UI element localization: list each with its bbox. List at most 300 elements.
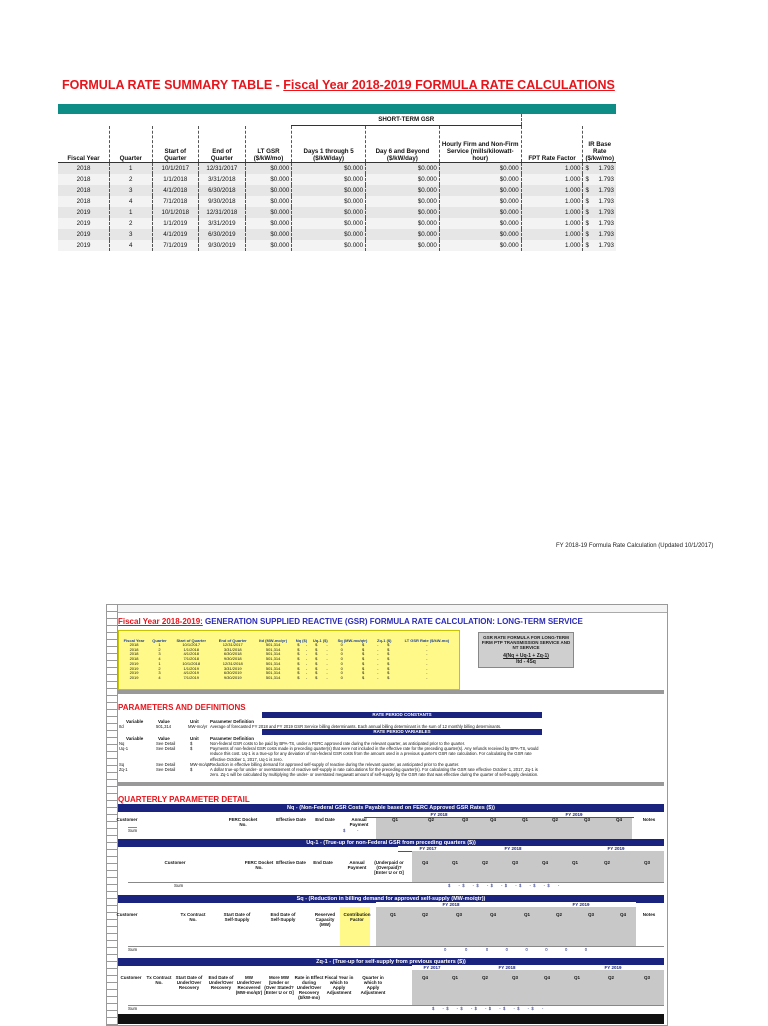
rate-cell[interactable]: -: [326, 660, 328, 666]
rate-col-header: End of Quarter: [218, 638, 247, 643]
variable-cell: reduce this cost. Uq-1 is a true-up for any deviation of non-federal GSR costs from the amount used in a previous quarter's GSR rate calculation. For calculating the GSR rate: [210, 751, 532, 757]
rate-cell[interactable]: -: [377, 674, 379, 680]
rate-cell[interactable]: 3: [158, 670, 161, 676]
formula-numerator: 4(Nq + Uq-1 + Zq-1): [503, 653, 549, 659]
header-bar: [58, 104, 616, 114]
rate-cell[interactable]: 2019: [129, 660, 139, 666]
rate-cell[interactable]: 3: [158, 651, 161, 657]
rate-cell[interactable]: $: [387, 642, 390, 647]
zq-sum: Sum $ - $ - $ - $ - $ - $ - $ - $ -: [128, 1005, 664, 1011]
column-header: Q2: [607, 975, 614, 980]
rate-cell[interactable]: 2018: [129, 656, 139, 662]
table-cell: $0.000: [292, 185, 366, 196]
table-cell: $0.000: [245, 218, 292, 229]
col-header: Fiscal Year: [58, 126, 110, 163]
rate-cell[interactable]: -: [326, 665, 328, 671]
sheet-bottom-bar: [118, 1014, 664, 1024]
column-header: Customer: [116, 912, 138, 917]
rate-cell[interactable]: $: [297, 665, 300, 671]
rate-cell[interactable]: -: [305, 660, 308, 666]
rate-cell[interactable]: $: [387, 674, 390, 680]
rate-cell[interactable]: 0: [340, 665, 343, 671]
column-header: Effective Date: [276, 817, 306, 822]
variable-cell: Uq-1: [119, 746, 129, 752]
rate-cell[interactable]: 4/1/2018: [183, 651, 200, 657]
table-cell: $0.000: [245, 185, 292, 196]
column-header: Effective Date: [276, 860, 306, 865]
table-cell: 4/1/2019: [152, 229, 199, 240]
rate-cell[interactable]: $: [387, 646, 390, 652]
rate-cell[interactable]: 1: [158, 642, 161, 647]
table-cell: 2019: [58, 218, 110, 229]
table-cell: $0.000: [366, 218, 440, 229]
table-cell: $0.000: [245, 163, 292, 175]
column-header: Q3: [587, 912, 594, 917]
col-header: Start of Quarter: [152, 126, 199, 163]
table-row: [58, 185, 616, 196]
rate-cell[interactable]: 0: [340, 651, 343, 657]
rate-cell[interactable]: 501,314: [265, 660, 281, 666]
nq-bar: Nq - (Non-Federal GSR Costs Payable based on FERC Approved GSR Rates ($)): [118, 804, 664, 812]
rate-cell[interactable]: -: [426, 651, 428, 657]
rate-cell[interactable]: -: [377, 642, 379, 647]
column-header: End Date of Self-Supply: [270, 912, 296, 922]
rate-cell[interactable]: -: [426, 656, 428, 662]
column-header: Q1: [451, 975, 458, 980]
column-header: Customer: [116, 817, 138, 822]
column-header: Customer: [120, 975, 142, 980]
rate-cell[interactable]: $: [315, 670, 318, 676]
const-header-unit: Unit: [190, 719, 199, 724]
table-cell: 1.793: [598, 220, 614, 227]
row-gutter: [107, 605, 118, 1025]
variable-cell: Non-federal GSR costs to be paid by BPA-TS, under a FERC approved rate during the relevant quarter, as anticipated prior to the quarter.: [210, 741, 466, 746]
table-cell: $: [585, 176, 589, 183]
variable-cell: $: [190, 746, 193, 752]
table-cell: $0.000: [292, 207, 366, 218]
uq-fy2018: FY 2018: [458, 846, 568, 852]
rate-cell[interactable]: $: [387, 656, 390, 662]
zq-bar: Zq-1 - (True-up for self-supply from previous quarters ($)): [118, 958, 664, 966]
rate-cell[interactable]: $: [297, 660, 300, 666]
table-cell: 1.000: [521, 185, 583, 196]
rate-cell[interactable]: 7/1/2019: [183, 674, 200, 680]
table-cell: 1.793: [598, 209, 614, 216]
rate-cell[interactable]: 501,314: [265, 656, 281, 662]
uq-sum: Sum $ - $ - $ - $ - $ - $ - $ - $ -: [128, 882, 664, 888]
col-header: Hourly Firm and Non-Firm Service (mills/kilowatt-hour): [439, 126, 521, 163]
rate-cell[interactable]: -: [426, 646, 428, 652]
column-header: Q2: [555, 912, 562, 917]
col-header: Day 6 and Beyond ($/kW/day): [366, 126, 440, 163]
table-cell: 2018: [58, 185, 110, 196]
rate-cell[interactable]: 10/1/2017: [182, 642, 201, 647]
column-header: Tx Contract No.: [146, 975, 172, 985]
column-header: Start Date of Self-Supply: [223, 912, 251, 922]
rate-cell[interactable]: 501,314: [265, 651, 281, 657]
rate-cell[interactable]: $: [315, 674, 318, 680]
table-cell: 1.793: [598, 176, 614, 183]
table-cell: $0.000: [439, 174, 521, 185]
rate-cell[interactable]: -: [305, 674, 308, 680]
col-header: Days 1 through 5 ($/kW/day): [292, 126, 366, 163]
sum-label: Sum: [128, 947, 138, 952]
variable-cell: See Detail: [156, 761, 176, 767]
rate-cell[interactable]: -: [426, 670, 428, 676]
variable-cell: $: [190, 741, 193, 746]
short-term-gsr-header: SHORT-TERM GSR: [292, 114, 521, 126]
rate-cell[interactable]: 4: [158, 656, 161, 662]
rate-cell[interactable]: 2018: [129, 642, 139, 647]
uq-grey-area: [412, 851, 664, 883]
rate-period-variables-bar: RATE PERIOD VARIABLES: [262, 729, 542, 735]
var-header-value: Value: [158, 736, 170, 741]
rate-cell[interactable]: 0: [340, 646, 343, 652]
rate-cell[interactable]: 501,314: [265, 670, 281, 676]
table-cell: $0.000: [439, 207, 521, 218]
table-cell: $0.000: [366, 240, 440, 251]
rate-cell[interactable]: -: [426, 660, 428, 666]
table-cell: $0.000: [292, 229, 366, 240]
rate-cell[interactable]: $: [362, 642, 365, 647]
column-header: Q4: [615, 817, 622, 822]
rate-cell[interactable]: $: [297, 651, 300, 657]
rate-cell[interactable]: 3/31/2019: [223, 665, 242, 671]
quarterly-heading: QUARTERLY PARAMETER DETAIL: [118, 795, 250, 804]
rate-cell[interactable]: -: [377, 660, 379, 666]
column-header: End Date: [315, 817, 335, 822]
rate-cell[interactable]: 4: [158, 674, 161, 680]
table-cell: $0.000: [439, 196, 521, 207]
table-cell: 1/1/2019: [152, 218, 199, 229]
rate-cell[interactable]: $: [362, 656, 365, 662]
column-header: Q1: [391, 817, 398, 822]
rate-cell[interactable]: $: [387, 651, 390, 657]
column-header: FERC Docket No.: [244, 860, 274, 870]
rate-cell[interactable]: $: [362, 674, 365, 680]
col-header: IR Base Rate ($/kw/mo): [583, 126, 616, 163]
rate-cell[interactable]: -: [326, 642, 328, 647]
const-unit: MW-mo/yr: [188, 724, 208, 729]
table-cell: $0.000: [439, 240, 521, 251]
column-header: Quarter in which to Apply Adjustment: [360, 975, 386, 995]
table-cell: 1/1/2018: [152, 174, 199, 185]
col-header: Quarter: [110, 126, 153, 163]
column-header: Q1: [451, 860, 458, 865]
table-cell: 2019: [58, 229, 110, 240]
rate-cell[interactable]: -: [305, 656, 308, 662]
table-cell: $0.000: [245, 174, 292, 185]
rate-cell[interactable]: $: [362, 646, 365, 652]
column-header: Annual Payment: [347, 860, 367, 870]
rate-cell[interactable]: -: [305, 670, 308, 676]
table-cell: 1.000: [521, 196, 583, 207]
rate-cell[interactable]: 9/30/2019: [223, 674, 242, 680]
divider: [118, 690, 664, 694]
rate-cell[interactable]: $: [297, 646, 300, 652]
column-header: Q4: [489, 912, 496, 917]
rate-cell[interactable]: 4/1/2019: [183, 670, 200, 676]
table-cell: 4: [110, 240, 153, 251]
variable-cell: Sq: [119, 761, 125, 767]
rate-cell[interactable]: $: [315, 665, 318, 671]
rate-cell[interactable]: 501,314: [265, 665, 281, 671]
column-header: Q3: [461, 817, 468, 822]
table-cell: 2018: [58, 196, 110, 207]
table-row: [58, 240, 616, 251]
rate-cell[interactable]: -: [326, 674, 328, 680]
nq-fy2019: FY 2019: [514, 812, 634, 818]
rate-cell[interactable]: -: [326, 656, 328, 662]
rate-cell[interactable]: $: [362, 670, 365, 676]
rate-cell[interactable]: 2019: [129, 665, 139, 671]
column-header: MW Under/Over Recovered (MW-mo/qtr): [235, 975, 263, 995]
const-header-variable: Variable: [126, 719, 144, 724]
table-cell: 1.000: [521, 174, 583, 185]
rate-cell[interactable]: -: [377, 651, 379, 657]
column-header: Q3: [643, 975, 650, 980]
rate-cell[interactable]: 501,314: [265, 646, 281, 652]
rate-row: [119, 676, 459, 681]
rate-cell[interactable]: $: [387, 665, 390, 671]
rate-cell[interactable]: -: [326, 646, 328, 652]
sq-fy2019: FY 2019: [526, 902, 636, 908]
table-cell: 1.000: [521, 229, 583, 240]
table-cell: $0.000: [366, 207, 440, 218]
const-header-definition: Parameter Definition: [210, 719, 255, 724]
table-cell: 3/31/2019: [199, 218, 246, 229]
table-cell: $0.000: [439, 185, 521, 196]
variable-cell: MW-mo/qtr: [190, 761, 211, 767]
rate-cell[interactable]: 1/1/2019: [183, 665, 200, 671]
column-gutter: [107, 605, 667, 613]
rate-cell[interactable]: -: [426, 665, 428, 671]
table-cell: $0.000: [366, 185, 440, 196]
column-header: Q3: [511, 975, 518, 980]
rate-cell[interactable]: 9/30/2018: [223, 656, 242, 662]
rate-period-constants-bar: RATE PERIOD CONSTANTS: [262, 712, 542, 718]
formula-box: [478, 632, 574, 668]
table-cell: 10/1/2018: [152, 207, 199, 218]
variable-cell: A dollar true-up for under- or overstatement of reactive self-supply in rate calculations for the preceding quarter(s). For calculating the GSR rate effective October 1, 2017, Zq-1 is: [210, 767, 538, 772]
table-cell: $0.000: [292, 163, 366, 175]
const-variable: Itd: [119, 724, 124, 729]
rate-cell[interactable]: 3/31/2018: [223, 646, 242, 652]
rate-cell[interactable]: -: [377, 665, 379, 671]
rate-cell[interactable]: $: [297, 670, 300, 676]
rate-cell[interactable]: $: [315, 660, 318, 666]
table-cell: $: [585, 209, 589, 216]
column-header: Q4: [541, 860, 548, 865]
rate-cell[interactable]: 10/1/2018: [182, 660, 201, 666]
var-header-unit: Unit: [190, 736, 199, 741]
column-header: Start Date of Under/Over Recovery: [175, 975, 203, 990]
rate-cell[interactable]: -: [377, 646, 379, 652]
rate-cell[interactable]: $: [387, 660, 390, 666]
sq-sum: Sum 0 0 0 0 0 0 0 0: [128, 946, 664, 952]
rate-cell[interactable]: 12/31/2018: [222, 660, 243, 666]
const-definition: Average of forecasted FY 2018 and FY 2019 GSR Service billing determinants. Each annual billing determinant is the sum of 12 monthly billing determinants.: [210, 724, 502, 729]
table-cell: 2018: [58, 163, 110, 175]
table-cell: 2019: [58, 240, 110, 251]
rate-cell[interactable]: $: [315, 642, 318, 647]
table-cell: 3: [110, 229, 153, 240]
column-header: Q4: [489, 817, 496, 822]
variable-cell: zero. Zq-1 will be calculated by multiplying the under- or overstated megawatt amount of self-supply by the GSR rate that was effective during the quarter of self-supply deviation.: [210, 772, 539, 778]
sheet-title-link[interactable]: Fiscal Year 2018-2019:: [118, 617, 203, 626]
column-header: Q4: [421, 860, 428, 865]
rate-cell[interactable]: 501,314: [265, 642, 281, 647]
rate-cell[interactable]: $: [362, 665, 365, 671]
table-cell: $: [585, 198, 589, 205]
nq-fy2018: FY 2018: [364, 812, 514, 818]
column-header: Q2: [551, 817, 558, 822]
column-header: Notes: [642, 912, 656, 917]
column-header: Annual Payment: [349, 817, 369, 827]
divider: [118, 782, 664, 786]
rate-cell[interactable]: 2019: [129, 674, 139, 680]
rate-cell[interactable]: 2018: [129, 651, 139, 657]
title-link[interactable]: Fiscal Year 2018-2019 FORMULA RATE CALCULATIONS: [283, 78, 615, 92]
rate-cell[interactable]: 6/30/2018: [223, 651, 242, 657]
rate-cell[interactable]: 1: [158, 660, 161, 666]
table-cell: 6/30/2018: [199, 185, 246, 196]
rate-cell[interactable]: -: [426, 674, 428, 680]
column-header: Q3: [511, 860, 518, 865]
column-header: Contribution Factor: [343, 912, 371, 922]
table-cell: 2: [110, 174, 153, 185]
rate-cell[interactable]: $: [297, 656, 300, 662]
rate-cell[interactable]: 7/1/2018: [183, 656, 200, 662]
sheet-title-rest: GENERATION SUPPLIED REACTIVE (GSR) FORMULA RATE CALCULATION: LONG-TERM SERVICE: [202, 617, 583, 626]
table-cell: $0.000: [439, 163, 521, 175]
variable-cell: See Detail: [156, 741, 176, 746]
table-row: [58, 163, 616, 175]
rate-cell[interactable]: 501,314: [265, 674, 281, 680]
params-heading: PARAMETERS AND DEFINITIONS: [118, 703, 246, 712]
rate-cell[interactable]: 0: [340, 656, 343, 662]
table-cell: $: [585, 187, 589, 194]
rate-cell[interactable]: $: [315, 646, 318, 652]
table-cell: $0.000: [366, 229, 440, 240]
rate-cell[interactable]: 0: [340, 670, 343, 676]
table-cell: 1.000: [521, 207, 583, 218]
rate-cell[interactable]: -: [377, 670, 379, 676]
rate-cell[interactable]: -: [326, 670, 328, 676]
rate-col-header: Start of Quarter: [176, 638, 206, 643]
table-row: [58, 229, 616, 240]
column-header: Q4: [619, 912, 626, 917]
uq-bar: Uq-1 - (True-up for non-Federal GSR from preceding quarters ($)): [118, 839, 664, 847]
rate-cell[interactable]: 6/30/2019: [223, 670, 242, 676]
zq-fy2019: FY 2019: [562, 965, 664, 971]
var-header-variable: Variable: [126, 736, 144, 741]
rate-cell[interactable]: -: [305, 665, 308, 671]
table-row: [58, 207, 616, 218]
table-cell: 2019: [58, 207, 110, 218]
rate-col-header: LT GSR Rate ($/kW-mo): [404, 638, 450, 643]
rate-cell[interactable]: 1/1/2018: [183, 646, 200, 652]
table-cell: $0.000: [245, 196, 292, 207]
rate-cell[interactable]: -: [377, 656, 379, 662]
rate-cell[interactable]: 2019: [129, 670, 139, 676]
formula-denominator: Itd - 4Sq: [516, 659, 536, 665]
rate-cell[interactable]: 0: [340, 674, 343, 680]
rate-cell[interactable]: 0: [340, 642, 343, 647]
rate-cell[interactable]: $: [362, 660, 365, 666]
table-cell: 6/30/2019: [199, 229, 246, 240]
rate-input-table: [118, 630, 460, 690]
table-cell: $0.000: [292, 240, 366, 251]
const-value: 501,314: [156, 724, 172, 729]
table-cell: 3: [110, 185, 153, 196]
zq-fy2018: FY 2018: [452, 965, 562, 971]
rate-cell[interactable]: 2: [158, 646, 161, 652]
rate-cell[interactable]: $: [387, 670, 390, 676]
rate-cell[interactable]: 12/31/2017: [222, 642, 243, 647]
table-cell: $0.000: [245, 207, 292, 218]
rate-cell[interactable]: -: [426, 642, 428, 647]
rate-cell[interactable]: $: [362, 651, 365, 657]
rate-cell[interactable]: 0: [340, 660, 343, 666]
rate-cell[interactable]: 2018: [129, 646, 139, 652]
col-header: End of Quarter: [199, 126, 246, 163]
column-header: Q1: [573, 975, 580, 980]
table-cell: $0.000: [245, 240, 292, 251]
sum-label: Sum: [128, 828, 138, 833]
variable-cell: Reduction in effective billing demand for approved self-supply of reactive during the relevant quarter, as anticipated prior to the quarter.: [210, 761, 460, 767]
table-cell: $0.000: [245, 229, 292, 240]
table-cell: $: [585, 242, 589, 249]
rate-cell[interactable]: $: [297, 642, 300, 647]
table-cell: 1.793: [598, 231, 614, 238]
table-cell: $0.000: [366, 163, 440, 175]
rate-col-header: Sq (MW-mo/qtr): [337, 638, 368, 643]
table-cell: 7/1/2018: [152, 196, 199, 207]
variable-cell: See Detail: [156, 767, 176, 772]
page-title: [62, 78, 615, 92]
column-header: Q1: [521, 817, 528, 822]
table-cell: $0.000: [292, 196, 366, 207]
column-header: Q3: [643, 860, 650, 865]
column-header: End Date: [313, 860, 333, 865]
formula-title: GSR RATE FORMULA FOR LONG-TERM FIRM PTP TRANSMISSION SERVICE AND NT SERVICE: [481, 635, 571, 650]
rate-cell[interactable]: -: [305, 651, 308, 657]
rate-col-header: Quarter: [152, 638, 167, 643]
column-header: Q1: [571, 860, 578, 865]
col-header: FPT Rate Factor: [521, 126, 583, 163]
table-cell: 1: [110, 163, 153, 175]
rate-cell[interactable]: $: [315, 656, 318, 662]
column-header: Q1: [389, 912, 396, 917]
rate-cell[interactable]: -: [305, 646, 308, 652]
rate-cell[interactable]: $: [315, 651, 318, 657]
table-cell: 9/30/2019: [199, 240, 246, 251]
rate-cell[interactable]: 2: [158, 665, 161, 671]
rate-cell[interactable]: -: [305, 642, 308, 647]
table-cell: 7/1/2019: [152, 240, 199, 251]
sum-label: Sum: [128, 1006, 138, 1011]
column-header: Customer: [164, 860, 186, 865]
title-prefix: FORMULA RATE SUMMARY TABLE -: [62, 78, 284, 92]
column-header: More MW (Under or (Over Stated? [Enter U or O]: [264, 975, 294, 995]
rate-col-header: Itd (MW-mo/yr): [259, 638, 288, 643]
table-cell: $0.000: [292, 218, 366, 229]
table-cell: $0.000: [439, 218, 521, 229]
rate-cell[interactable]: $: [297, 674, 300, 680]
table-cell: 1: [110, 207, 153, 218]
rate-cell[interactable]: -: [326, 651, 328, 657]
